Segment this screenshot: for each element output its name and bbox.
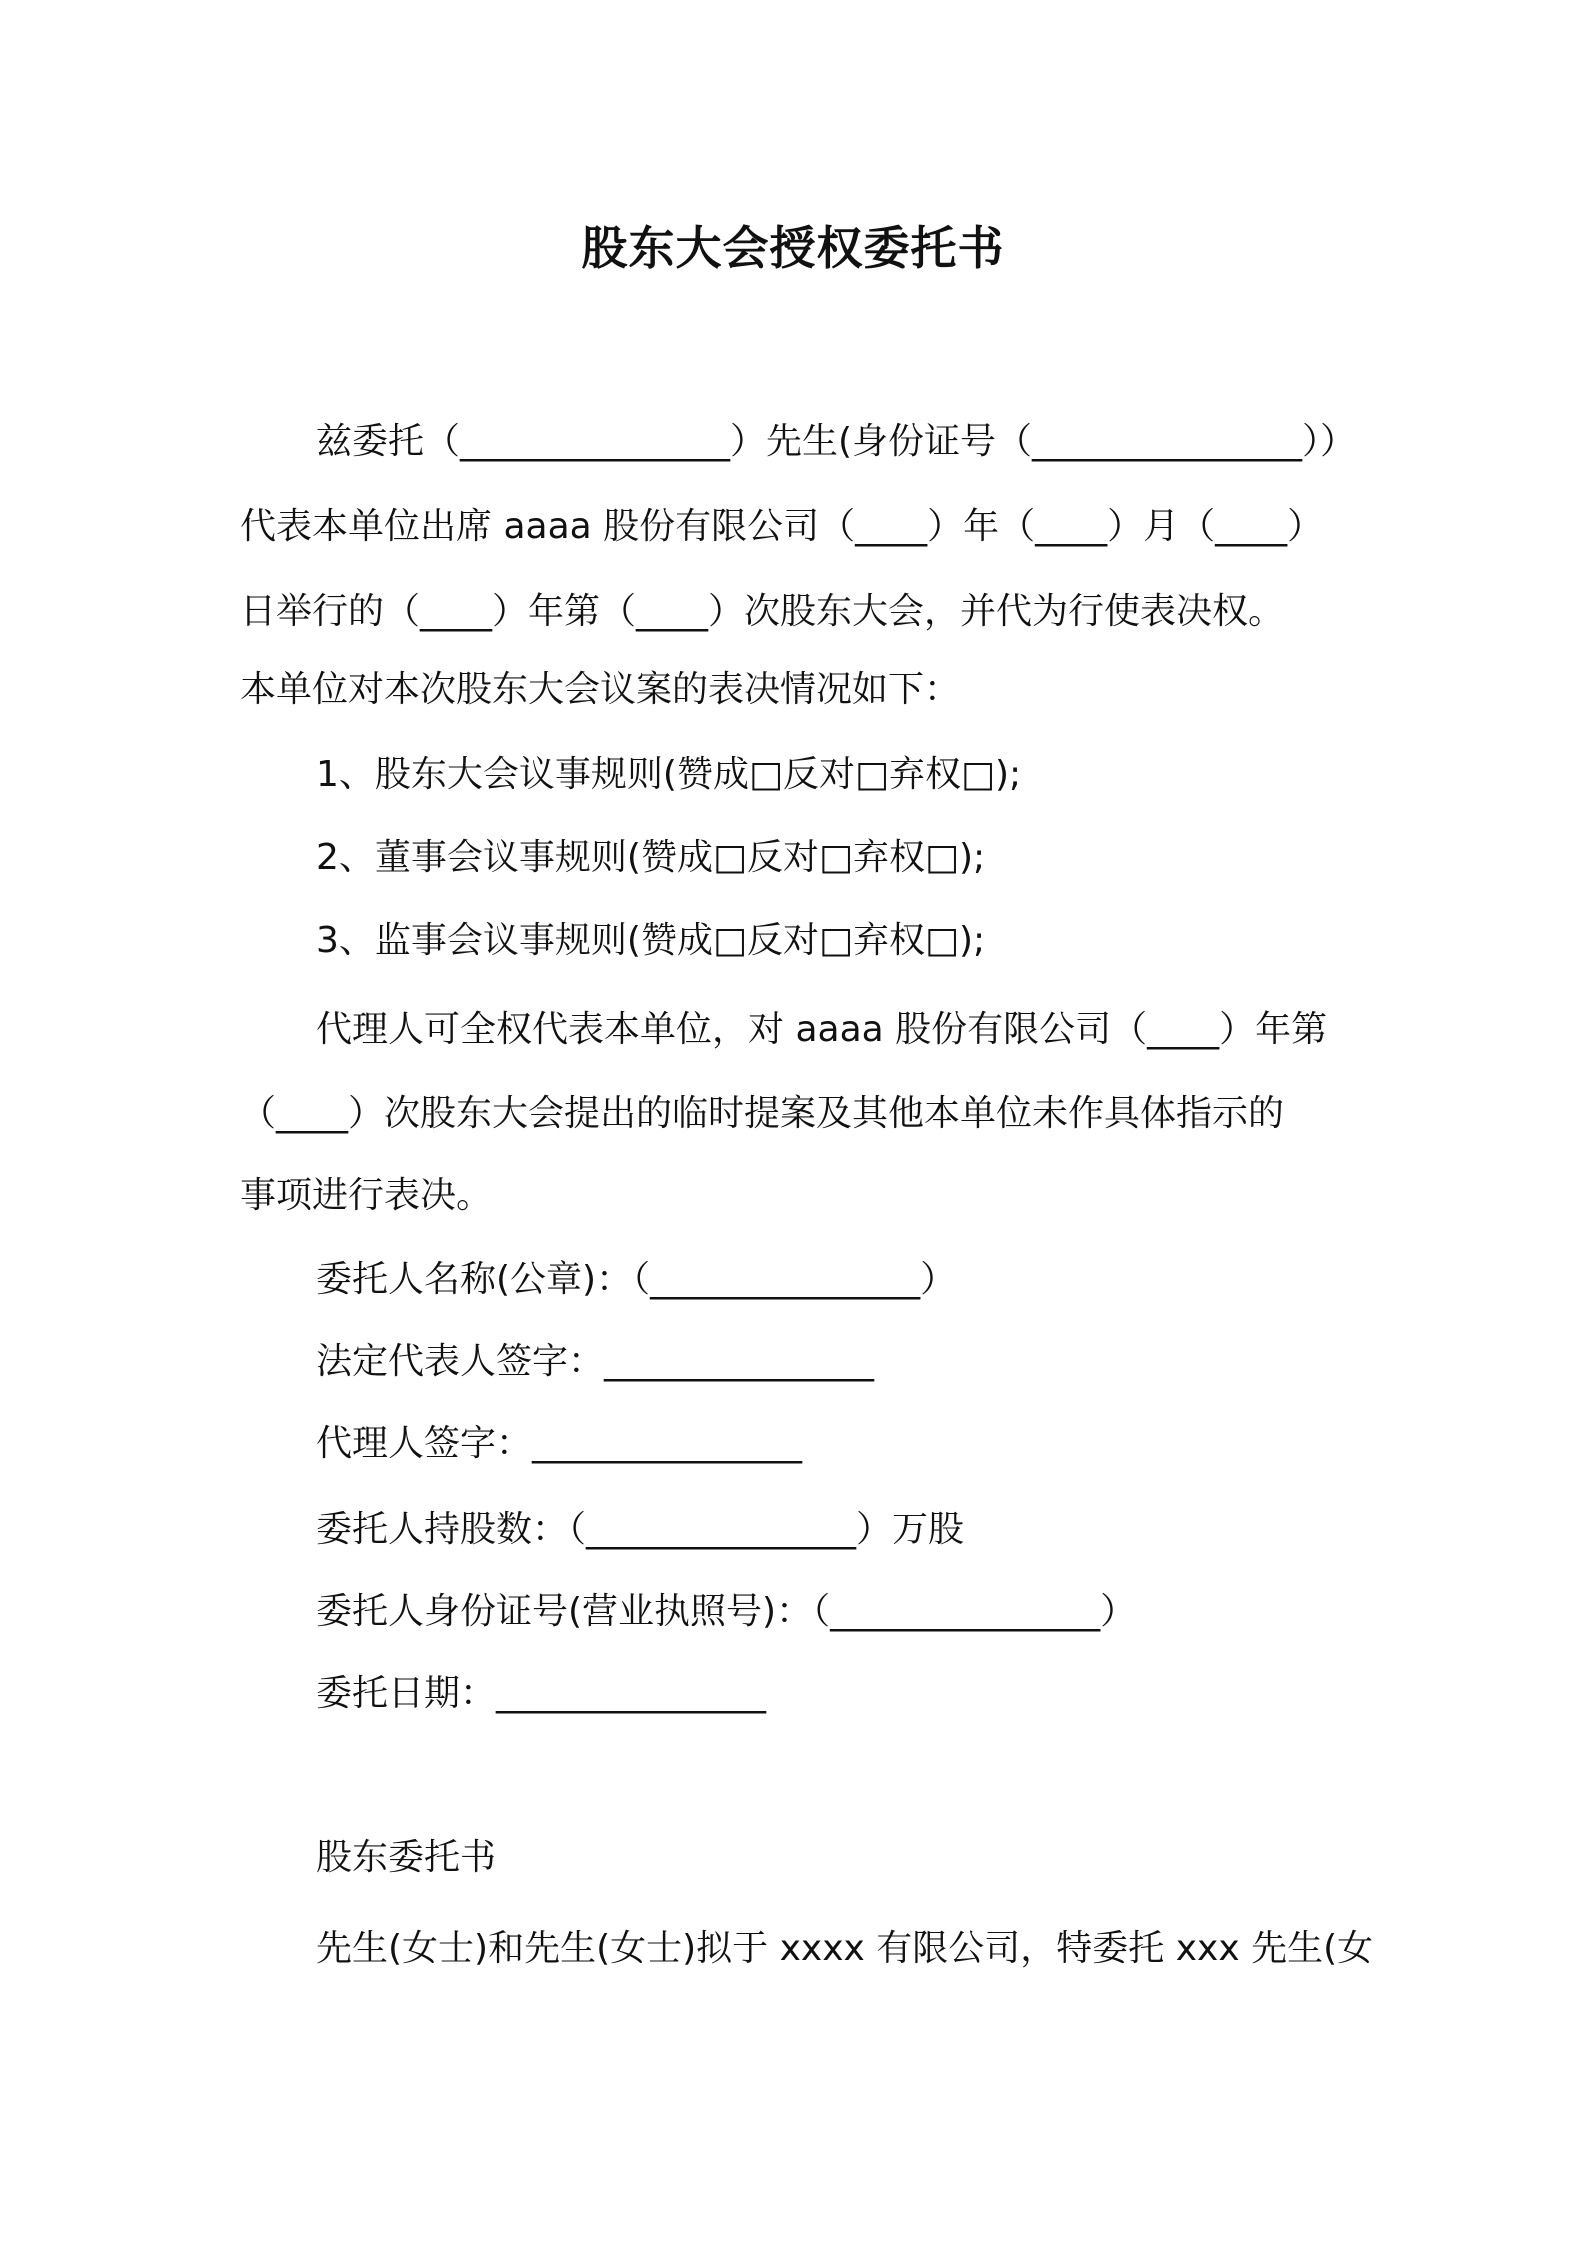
document-title: 股东大会授权委托书 — [581, 221, 1005, 275]
paragraph-line: 事项进行表决。 — [240, 1175, 493, 1216]
form-field-line: 委托人持股数：（_______________）万股 — [316, 1509, 965, 1550]
form-field-line: 委托人名称(公章)：（_______________） — [316, 1259, 957, 1300]
motion-item: 2、董事会议事规则(赞成□反对□弃权□); — [316, 837, 986, 878]
paragraph-line: 日举行的（____）年第（____）次股东大会，并代为行使表决权。 — [240, 591, 1285, 632]
form-field-line: 委托人身份证号(营业执照号)：（_______________） — [316, 1591, 1137, 1632]
section-heading: 股东委托书 — [316, 1837, 497, 1878]
form-field-line: 法定代表人签字：_______________ — [316, 1341, 875, 1382]
paragraph-line: 代表本单位出席 aaaa 股份有限公司（____）年（____）月（____） — [240, 506, 1324, 547]
paragraph-line: （____）次股东大会提出的临时提案及其他本单位未作具体指示的 — [240, 1093, 1285, 1134]
motion-item: 3、监事会议事规则(赞成□反对□弃权□); — [316, 920, 986, 961]
paragraph-line: 代理人可全权代表本单位，对 aaaa 股份有限公司（____）年第 — [316, 1009, 1328, 1050]
paragraph-line: 本单位对本次股东大会议案的表决情况如下： — [240, 669, 961, 710]
form-field-line: 委托日期：_______________ — [316, 1673, 767, 1714]
motion-item: 1、股东大会议事规则(赞成□反对□弃权□); — [316, 754, 1022, 795]
paragraph-line: 兹委托（_______________）先生(身份证号（_______________）） — [316, 421, 1357, 462]
form-field-line: 代理人签字：_______________ — [316, 1423, 803, 1464]
paragraph-line: 先生(女士)和先生(女士)拟于 xxxx 有限公司，特委托 xxx 先生(女 — [316, 1928, 1374, 1969]
